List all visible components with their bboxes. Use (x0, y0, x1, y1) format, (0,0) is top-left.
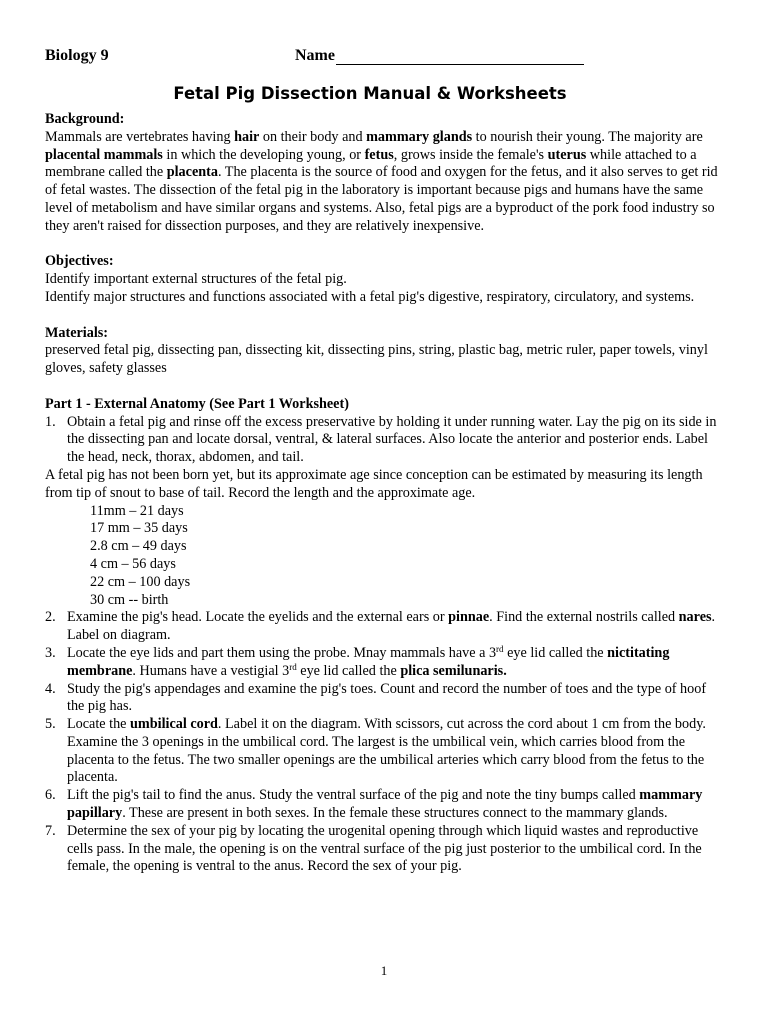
bold-term: umbilical cord (130, 716, 218, 733)
text-run: . Find the external nostrils called (489, 609, 679, 626)
step-text (67, 609, 715, 643)
step-item (45, 716, 725, 787)
bold-term: fetus (364, 146, 394, 163)
superscript: rd (289, 661, 297, 672)
text-run: Locate the (67, 716, 131, 733)
age-entry: 17 mm – 35 days (90, 520, 188, 537)
text-run: . These are present in both sexes. In the female these structures connect to the mammary glands. (122, 805, 668, 822)
step-item (45, 823, 725, 876)
step-number: 7. (45, 822, 56, 839)
document-title: Fetal Pig Dissection Manual & Worksheets (173, 84, 567, 103)
text-run: to nourish their young. The majority are (472, 128, 703, 145)
step-text (67, 645, 669, 679)
step-text (67, 681, 706, 715)
objective-line: Identify important external structures of the fetal pig. (45, 271, 347, 288)
text-run: on their body and (259, 128, 367, 145)
text-run: while attached to a membrane called the (45, 146, 697, 181)
step-number: 1. (45, 413, 56, 430)
step-number: 3. (45, 644, 56, 661)
step-number: 2. (45, 609, 56, 626)
bold-term: hair (234, 128, 260, 145)
materials-heading: Materials: (45, 324, 109, 341)
spacer (45, 307, 725, 325)
step-item (45, 681, 725, 717)
text-run: . Label it on the diagram. With scissors, cut across the cord about 1 cm from the body. Examine the 3 openings in the umbilical cord. The largest is the umbilical vein, which carries blood from the placenta to the fetus. The two smaller openings are the umbilical arteries which carry blood from the fetus to the placenta. (67, 716, 706, 786)
bold-term: mammary glands (366, 128, 473, 145)
name-field (295, 47, 584, 65)
text-run: Mammals are vertebrates having (45, 128, 235, 145)
step-item (45, 787, 725, 823)
course-title: Biology 9 (45, 47, 109, 64)
steps-list (45, 609, 725, 876)
step-text (67, 823, 702, 875)
text-run: eye lid called the (503, 644, 608, 661)
spacer (45, 378, 725, 396)
text-run: eye lid called the (296, 662, 401, 679)
name-label: Name (295, 47, 335, 64)
text-run: . The placenta is the source of food and oxygen for the fetus, and it also serves to get rid of fetal wastes. The dissection of the fetal pig in the laboratory is important because pigs and humans have the same level of metabolism and have similar organs and systems. Also, fetal pigs are a byproduct of the pork food industry so they aren't raised for dissection purposes, and they are relatively inexpensive. (45, 164, 718, 234)
background-paragraph (45, 129, 725, 236)
text-run: in which the developing young, or (162, 146, 365, 163)
bold-term: placenta (166, 164, 218, 181)
steps-list (45, 414, 725, 467)
name-blank-line (336, 48, 584, 65)
step-item (45, 645, 725, 681)
text-run: Study the pig's appendages and examine the pig's toes. Count and record the number of toes and the type of hoof the pig has. (67, 680, 707, 715)
step-text (67, 787, 702, 821)
text-run: Locate the eye lids and part them using the probe. Mnay mammals have a 3 (67, 644, 497, 661)
bold-term: placental mammals (45, 146, 163, 163)
step-number: 5. (45, 716, 56, 733)
age-table (90, 503, 725, 610)
age-entry: 22 cm – 100 days (90, 573, 191, 590)
step-item (45, 609, 725, 645)
text-run: Obtain a fetal pig and rinse off the excess preservative by holding it under running water. Lay the pig on its side in the dissecting pan and locate dorsal, ventral, & lateral surfaces. Also locate the anterior and posterior ends. Label the head, neck, thorax, abdomen, and tail. (67, 413, 717, 466)
bold-term: nares (678, 609, 712, 626)
document-body (45, 111, 725, 876)
step-number: 6. (45, 787, 56, 804)
materials-text: preserved fetal pig, dissecting pan, dissecting kit, dissecting pins, string, plastic bag, metric ruler, paper towels, vinyl gloves, safety glasses (45, 342, 708, 377)
step-text (67, 716, 706, 785)
page-header (45, 47, 725, 71)
age-entry: 4 cm – 56 days (90, 555, 176, 572)
step-item (45, 414, 725, 467)
bold-term: uterus (547, 146, 587, 163)
page-number: 1 (380, 963, 388, 978)
text-run: Determine the sex of your pig by locating the urogenital opening through which liquid wastes and reproductive cells pass. In the male, the opening is on the ventral surface of the pig just posterior to the umbilical cord. In the female, the opening is ventral to the anus. Record the sex of your pig. (67, 822, 702, 875)
text-run: Lift the pig's tail to find the anus. Study the ventral surface of the pig and note the tiny bumps called (67, 787, 640, 804)
bold-term: mammary papillary (67, 787, 703, 822)
superscript: rd (496, 643, 504, 654)
bold-term: nictitating membrane (67, 644, 670, 679)
spacer (45, 236, 725, 254)
step-number: 4. (45, 680, 56, 697)
background-heading: Background: (45, 111, 125, 127)
step-text (67, 414, 716, 466)
bold-term: pinnae (448, 609, 490, 626)
age-entry: 2.8 cm – 49 days (90, 538, 187, 555)
objectives-heading: Objectives: (45, 253, 114, 270)
objective-line: Identify major structures and functions associated with a fetal pig's digestive, respiratory, circulatory, and systems. (45, 288, 695, 305)
part1-heading: Part 1 - External Anatomy (See Part 1 Worksheet) (45, 395, 349, 412)
bold-term: plica semilunaris. (400, 662, 507, 679)
text-run: . Label on diagram. (67, 609, 716, 644)
age-entry: 30 cm -- birth (90, 591, 169, 608)
age-entry: 11mm – 21 days (90, 502, 184, 519)
age-intro: A fetal pig has not been born yet, but its approximate age since conception can be estimated by measuring its length from tip of snout to base of tail. Record the length and the approximate age. (45, 466, 703, 501)
text-run: Examine the pig's head. Locate the eyelids and the external ears or (67, 609, 449, 626)
text-run: , grows inside the female's (393, 146, 548, 163)
text-run: . Humans have a vestigial 3 (132, 662, 290, 679)
